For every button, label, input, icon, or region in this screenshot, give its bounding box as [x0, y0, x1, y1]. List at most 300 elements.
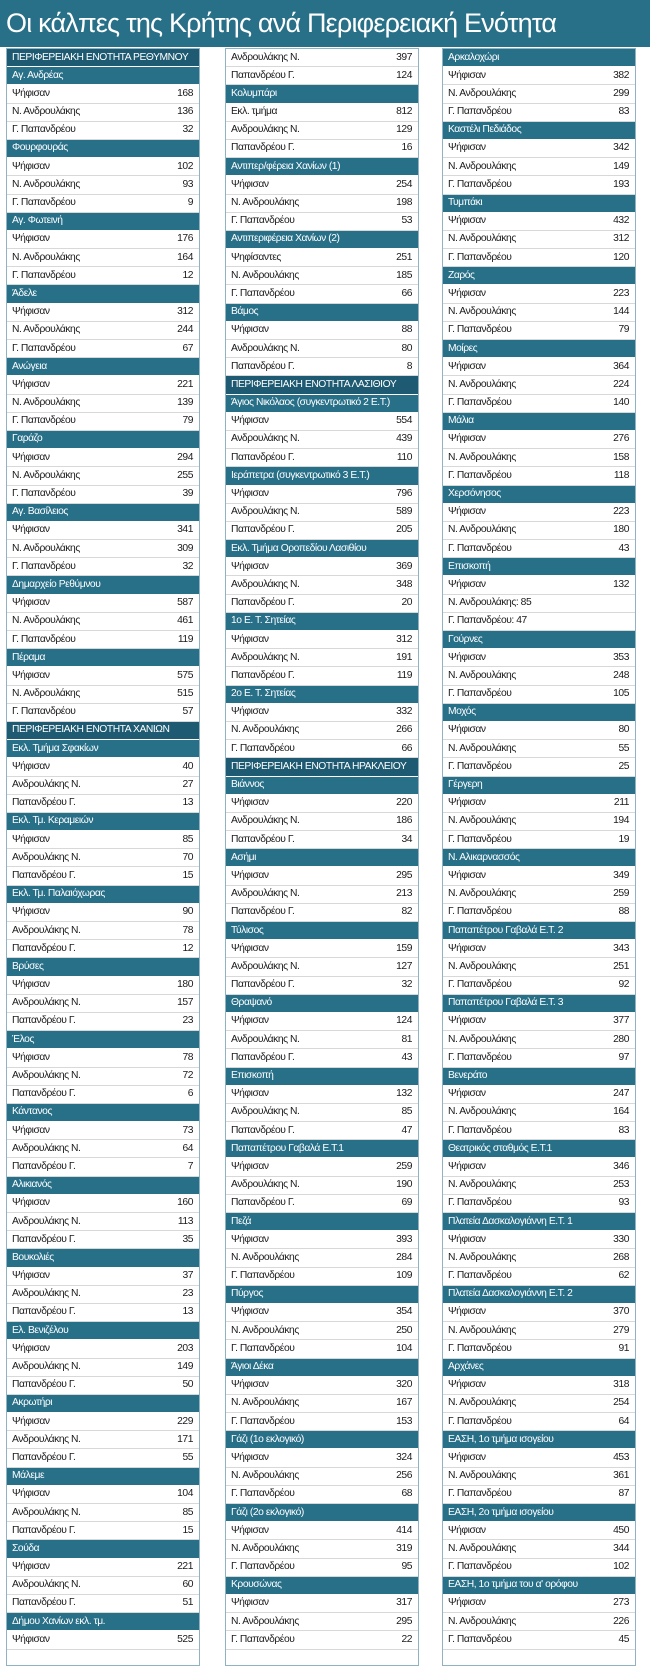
result-value: 132	[396, 1088, 412, 1100]
result-value: 190	[396, 1179, 412, 1191]
result-value: 35	[182, 1233, 193, 1245]
result-label: Παπανδρέου Γ.	[12, 1597, 76, 1609]
station-name: ΕΑΣΗ, 2ο τμήμα ισογείου	[448, 1506, 554, 1518]
result-label: Γ. Παπανδρέου	[448, 979, 512, 991]
region-header	[226, 376, 418, 394]
result-label: Παπανδρέου Γ.	[12, 1451, 76, 1463]
result-row	[443, 867, 635, 885]
result-row	[443, 1268, 635, 1286]
result-row	[7, 1231, 199, 1249]
station-name: Πλατεία Δασκαλογιάννη Ε.Τ. 1	[448, 1215, 573, 1227]
result-value: 354	[396, 1306, 412, 1318]
station-header	[443, 413, 635, 431]
result-row	[7, 777, 199, 795]
result-label: Ψήφισαν	[12, 306, 50, 318]
result-value: 20	[401, 597, 412, 609]
station-header	[226, 1286, 418, 1304]
result-value: 22	[401, 1633, 412, 1645]
result-label: Ν. Ανδρουλάκης	[448, 1324, 516, 1336]
result-row	[7, 1195, 199, 1213]
result-label: Γ. Παπανδρέου	[448, 688, 512, 700]
result-label: Παπανδρέου Γ.	[231, 669, 295, 681]
result-label: Ψήφισαν	[231, 1015, 269, 1027]
result-value: 140	[613, 397, 629, 409]
station-header	[443, 122, 635, 140]
result-value: 124	[396, 69, 412, 81]
result-label: Ψήφισαν	[448, 215, 486, 227]
result-value: 43	[618, 542, 629, 554]
station-header	[7, 1177, 199, 1195]
result-value: 198	[396, 197, 412, 208]
result-row	[7, 795, 199, 813]
result-label: Γ. Παπανδρέου	[231, 1342, 295, 1354]
result-row	[7, 1268, 199, 1286]
result-label: Ν. Ανδρουλάκης	[448, 306, 516, 318]
result-label: Γ. Παπανδρέου	[231, 1561, 295, 1573]
result-value: 317	[396, 1597, 412, 1609]
result-row	[443, 1486, 635, 1504]
result-value: 73	[182, 1124, 193, 1136]
result-label: Γ. Παπανδρέου	[448, 906, 512, 918]
station-name: Βάμος	[231, 306, 259, 318]
station-name: Αλικιανός	[12, 1179, 52, 1191]
result-row	[226, 358, 418, 376]
result-row	[226, 1104, 418, 1122]
station-header	[226, 1140, 418, 1158]
result-value: 9	[187, 197, 193, 208]
result-value: 149	[613, 160, 629, 172]
result-row	[7, 613, 199, 631]
result-label: Ψήφισαν	[448, 1379, 486, 1391]
result-value: 453	[613, 1451, 629, 1463]
result-label: Ψήφισαν	[231, 1233, 269, 1245]
result-value: 589	[396, 506, 412, 518]
result-label: Γ. Παπανδρέου	[12, 633, 76, 645]
result-value: 6	[187, 1088, 193, 1100]
result-value: 15	[182, 1524, 193, 1536]
result-value: 185	[396, 269, 412, 281]
result-value: 796	[396, 488, 412, 499]
result-label: Παπανδρέου Γ.	[231, 69, 295, 81]
result-row	[7, 467, 199, 485]
result-row	[226, 813, 418, 831]
result-label: Παπανδρέου Γ.	[231, 360, 295, 372]
region-header	[226, 758, 418, 776]
result-value: 12	[182, 942, 193, 954]
result-value: 88	[618, 906, 629, 918]
result-row	[226, 1340, 418, 1358]
station-header	[443, 995, 635, 1013]
result-row	[7, 686, 199, 704]
result-value: 221	[177, 378, 193, 390]
result-label: Ψήφισαν	[231, 1451, 269, 1463]
result-row	[7, 1631, 199, 1649]
result-value: 64	[182, 1142, 193, 1154]
result-label: Ψήφισαν	[12, 1051, 50, 1063]
station-name: 2ο Ε. Τ. Σητείας	[231, 688, 296, 700]
result-label: Γ. Παπανδρέου	[448, 760, 512, 772]
result-value: 176	[177, 233, 193, 245]
result-row	[226, 49, 418, 67]
result-label: Γ. Παπανδρέου	[448, 833, 512, 845]
result-row	[443, 85, 635, 103]
result-label: Ανδρουλάκης Ν.	[231, 1033, 300, 1045]
result-label: Παπανδρέου Γ.	[12, 797, 76, 809]
result-row	[443, 1195, 635, 1213]
result-label: Ψήφισαν	[231, 1379, 269, 1391]
result-value: 32	[182, 124, 193, 136]
result-value: 25	[618, 760, 629, 772]
station-header	[7, 958, 199, 976]
result-value: 23	[182, 1015, 193, 1027]
result-value: 83	[618, 106, 629, 118]
result-row	[226, 1268, 418, 1286]
result-label: Ανδρουλάκης Ν.	[231, 960, 300, 972]
result-value: 110	[396, 451, 412, 463]
result-label: Παπανδρέου Γ.	[231, 1124, 295, 1136]
station-name: ΠΕΡΙΦΕΡΕΙΑΚΗ ΕΝΟΤΗΤΑ ΛΑΣΙΘΙΟΥ	[231, 378, 397, 390]
result-value: 104	[396, 1342, 412, 1354]
result-value: 377	[613, 1015, 629, 1027]
result-label: Ν. Ανδρουλάκης	[448, 960, 516, 972]
result-label: Ανδρουλάκης Ν.	[12, 851, 81, 863]
result-label: Παπανδρέου Γ.	[12, 1088, 76, 1100]
result-row	[226, 704, 418, 722]
result-label: Ν. Ανδρουλάκης	[12, 688, 80, 700]
result-row	[7, 995, 199, 1013]
result-value: 90	[182, 906, 193, 918]
result-label: Ν. Ανδρουλάκης	[12, 178, 80, 190]
result-value: 180	[613, 524, 629, 536]
result-value: 62	[618, 1270, 629, 1282]
result-label: Ψήφισαν	[448, 1524, 486, 1536]
station-name: Παπαπέτρου Γαβαλά Ε.Τ.1	[231, 1142, 344, 1154]
result-value: 113	[177, 1215, 193, 1227]
station-header	[226, 85, 418, 103]
result-row	[443, 667, 635, 685]
station-name: Δήμου Χανίων εκλ. τμ.	[12, 1615, 106, 1627]
result-row	[226, 249, 418, 267]
station-header	[226, 613, 418, 631]
result-value: 19	[618, 833, 629, 845]
station-header	[7, 140, 199, 158]
result-value: 119	[177, 633, 193, 645]
station-name: Αγ. Φωτεινή	[12, 215, 63, 227]
result-label: Γ. Παπανδρέου	[448, 1124, 512, 1136]
result-row	[226, 977, 418, 995]
result-row	[7, 376, 199, 394]
station-header	[226, 1213, 418, 1231]
station-header	[443, 849, 635, 867]
result-value: 211	[613, 797, 629, 809]
result-value: 224	[613, 378, 629, 390]
station-header	[443, 1140, 635, 1158]
result-label: Γ. Παπανδρέου	[448, 1633, 512, 1645]
result-label: Παπανδρέου Γ.	[12, 942, 76, 954]
result-row	[226, 140, 418, 158]
station-header	[226, 995, 418, 1013]
result-value: 85	[401, 1106, 412, 1118]
result-value: 51	[182, 1597, 193, 1609]
station-header	[226, 1577, 418, 1595]
result-row	[7, 122, 199, 140]
result-value: 47	[401, 1124, 412, 1136]
result-label: Παπανδρέου Γ.	[231, 451, 295, 463]
result-value: 60	[182, 1579, 193, 1591]
result-value: 575	[177, 669, 193, 681]
result-row	[7, 449, 199, 467]
result-label: Ψήφισαν	[12, 669, 50, 681]
result-label: Ν. Ανδρουλάκης	[12, 251, 80, 263]
station-name: Γούρνες	[448, 633, 483, 645]
result-row	[443, 1631, 635, 1649]
result-label: Ανδρουλάκης Ν.	[231, 506, 300, 518]
station-header	[226, 1359, 418, 1377]
result-label: Ν. Ανδρουλάκης	[231, 1470, 299, 1482]
result-row	[226, 904, 418, 922]
result-value: 515	[177, 688, 193, 700]
result-label: Ψήφισαν	[448, 287, 486, 299]
result-value: 92	[618, 979, 629, 991]
station-name: Άγιος Νικόλαος (συγκεντρωτικό 2 Ε.Τ.)	[231, 397, 390, 409]
result-row	[7, 1013, 199, 1031]
result-row	[443, 686, 635, 704]
result-value: 309	[177, 542, 193, 554]
result-value: 34	[401, 833, 412, 845]
result-label: Ν. Ανδρουλάκης	[448, 87, 516, 99]
result-value: 341	[177, 524, 193, 536]
result-row	[443, 1104, 635, 1122]
result-label: Ψήφισαν	[231, 942, 269, 954]
result-row	[226, 1449, 418, 1467]
result-value: 40	[182, 760, 193, 772]
result-value: 194	[613, 815, 629, 827]
result-row	[443, 649, 635, 667]
result-row	[7, 558, 199, 576]
station-name: Γαράζο	[12, 433, 43, 445]
station-header	[443, 922, 635, 940]
result-row	[226, 413, 418, 431]
result-value: 344	[613, 1542, 629, 1554]
result-value: 320	[396, 1379, 412, 1391]
result-value: 393	[396, 1233, 412, 1245]
result-row	[443, 540, 635, 558]
result-label: Γ. Παπανδρέου	[12, 342, 76, 354]
result-label: Γ. Παπανδρέου	[448, 1342, 512, 1354]
result-label: Ν. Ανδρουλάκης	[448, 742, 516, 754]
result-label: Ν. Ανδρουλάκης	[231, 269, 299, 281]
result-row	[7, 1158, 199, 1176]
result-row	[7, 977, 199, 995]
result-value: 87	[618, 1488, 629, 1500]
result-value: 118	[613, 469, 629, 481]
result-label: Γ. Παπανδρέου	[448, 1488, 512, 1500]
result-row	[7, 195, 199, 213]
result-row	[226, 558, 418, 576]
station-name: Εκλ. Τμήμα Οροπεδίου Λασιθίου	[231, 542, 367, 554]
result-row	[443, 376, 635, 394]
station-header	[226, 540, 418, 558]
result-label: Ν. Ανδρουλάκης: 85	[448, 597, 532, 609]
station-name: Ιεράπετρα (συγκεντρωτικό 3 Ε.Τ.)	[231, 469, 370, 481]
result-value: 55	[182, 1451, 193, 1463]
station-name: Βιάννος	[231, 779, 264, 790]
result-value: 97	[618, 1051, 629, 1063]
region-header	[7, 722, 199, 740]
result-value: 382	[613, 69, 629, 81]
result-label: Παπανδρέου Γ.	[231, 833, 295, 845]
station-name: Ελ. Βενιζέλου	[12, 1324, 69, 1336]
station-name: ΕΑΣΗ, 1ο τμήμα του α' ορόφου	[448, 1579, 578, 1591]
result-label: Ανδρουλάκης Ν.	[12, 1142, 81, 1154]
result-row	[443, 740, 635, 758]
result-value: 353	[613, 651, 629, 663]
result-row	[443, 1613, 635, 1631]
result-value: 119	[396, 669, 412, 681]
result-label: Ψήφισαν	[12, 1270, 50, 1282]
result-label: Γ. Παπανδρέου	[448, 1415, 512, 1427]
result-value: 525	[177, 1633, 193, 1645]
result-value: 191	[396, 651, 412, 663]
result-value: 312	[396, 633, 412, 645]
result-label: Ψήφισαν	[448, 1233, 486, 1245]
result-value: 369	[396, 560, 412, 572]
result-row	[226, 886, 418, 904]
station-name: Ασήμι	[231, 851, 256, 863]
result-row	[443, 1413, 635, 1431]
result-label: Ν. Ανδρουλάκης	[231, 197, 299, 208]
result-label: Ν. Ανδρουλάκης	[231, 724, 299, 736]
result-value: 72	[182, 1070, 193, 1081]
result-value: 223	[613, 287, 629, 299]
result-label: Ψήφισαν	[448, 1088, 486, 1100]
station-name: ΠΕΡΙΦΕΡΕΙΑΚΗ ΕΝΟΤΗΤΑ ΗΡΑΚΛΕΙΟΥ	[231, 760, 407, 772]
result-row	[443, 1158, 635, 1176]
result-label: Ψήφισαν	[448, 797, 486, 809]
result-value: 88	[401, 324, 412, 336]
result-value: 93	[182, 178, 193, 190]
station-header	[443, 1577, 635, 1595]
result-row	[7, 413, 199, 431]
result-label: Ψηφίσαντες	[231, 251, 281, 263]
result-value: 64	[618, 1415, 629, 1427]
result-label: Ν. Ανδρουλάκης	[448, 1251, 516, 1263]
result-row	[226, 1086, 418, 1104]
result-value: 370	[613, 1306, 629, 1318]
result-row	[443, 1540, 635, 1558]
result-row	[226, 795, 418, 813]
result-value: 149	[177, 1361, 193, 1372]
result-label: Ανδρουλάκης Ν.	[12, 924, 81, 936]
result-value: 229	[177, 1415, 193, 1427]
result-label: Γ. Παπανδρέου	[231, 1270, 295, 1282]
result-label: Γ. Παπανδρέου	[448, 397, 512, 409]
result-label: Γ. Παπανδρέου	[231, 1488, 295, 1500]
result-value: 254	[396, 178, 412, 190]
result-row	[443, 1122, 635, 1140]
result-row	[443, 395, 635, 413]
result-label: Ψήφισαν	[448, 506, 486, 518]
result-label: Γ. Παπανδρέου	[448, 1051, 512, 1063]
result-label: Ψήφισαν	[12, 760, 50, 772]
result-label: Παπανδρέου Γ.	[231, 597, 295, 609]
station-header	[443, 49, 635, 67]
result-row	[226, 1304, 418, 1322]
result-value: 203	[177, 1342, 193, 1354]
result-value: 105	[613, 688, 629, 700]
result-label: Γ. Παπανδρέου	[448, 251, 512, 263]
result-label: Ν. Ανδρουλάκης	[448, 1106, 516, 1118]
result-value: 68	[401, 1488, 412, 1500]
result-label: Ψήφισαν	[448, 1451, 486, 1463]
result-value: 186	[396, 815, 412, 827]
result-label: Γ. Παπανδρέου	[12, 197, 76, 208]
result-label: Ανδρουλάκης Ν.	[231, 51, 300, 63]
result-row	[226, 322, 418, 340]
result-label: Γ. Παπανδρέου	[12, 706, 76, 718]
result-value: 294	[177, 451, 193, 463]
result-label: Ανδρουλάκης Ν.	[231, 1106, 300, 1118]
result-label: Γ. Παπανδρέου	[231, 1633, 295, 1645]
result-value: 93	[618, 1197, 629, 1209]
result-value: 120	[613, 251, 629, 263]
result-value: 27	[182, 779, 193, 790]
result-row	[7, 904, 199, 922]
result-value: 414	[396, 1524, 412, 1536]
result-value: 342	[613, 142, 629, 154]
result-label: Ν. Ανδρουλάκης	[231, 1251, 299, 1263]
result-row	[226, 958, 418, 976]
result-row	[226, 1177, 418, 1195]
result-row	[443, 1031, 635, 1049]
result-label: Ψήφισαν	[231, 1597, 269, 1609]
result-label: Παπανδρέου Γ.	[12, 1306, 76, 1318]
result-value: 280	[613, 1033, 629, 1045]
result-label: Γ. Παπανδρέου	[12, 269, 76, 281]
station-header	[443, 267, 635, 285]
result-label: Γ. Παπανδρέου	[12, 415, 76, 427]
result-row	[443, 1049, 635, 1067]
result-row	[226, 176, 418, 194]
result-value: 205	[396, 524, 412, 536]
station-name: Άδελε	[12, 287, 37, 299]
result-label: Ψήφισαν	[12, 1633, 50, 1645]
result-value: 23	[182, 1288, 193, 1300]
result-row	[7, 1559, 199, 1577]
region-header	[7, 49, 199, 67]
result-row	[443, 176, 635, 194]
result-row	[226, 722, 418, 740]
result-value: 450	[613, 1524, 629, 1536]
result-label: Ανδρουλάκης Ν.	[231, 578, 300, 590]
result-value: 153	[396, 1415, 412, 1427]
result-value: 554	[396, 415, 412, 427]
result-label: Ψήφισαν	[448, 360, 486, 372]
result-row	[7, 1213, 199, 1231]
result-row	[7, 667, 199, 685]
station-header	[7, 431, 199, 449]
station-name: Έλος	[12, 1033, 34, 1045]
result-value: 279	[613, 1324, 629, 1336]
station-header	[7, 1322, 199, 1340]
result-label: Ψήφισαν	[448, 1160, 486, 1172]
result-row	[226, 940, 418, 958]
result-label: Παπανδρέου Γ.	[231, 142, 295, 154]
result-label: Ανδρουλάκης Ν.	[231, 651, 300, 663]
result-row	[7, 758, 199, 776]
result-label: Ψήφισαν	[448, 724, 486, 736]
result-value: 332	[396, 706, 412, 718]
